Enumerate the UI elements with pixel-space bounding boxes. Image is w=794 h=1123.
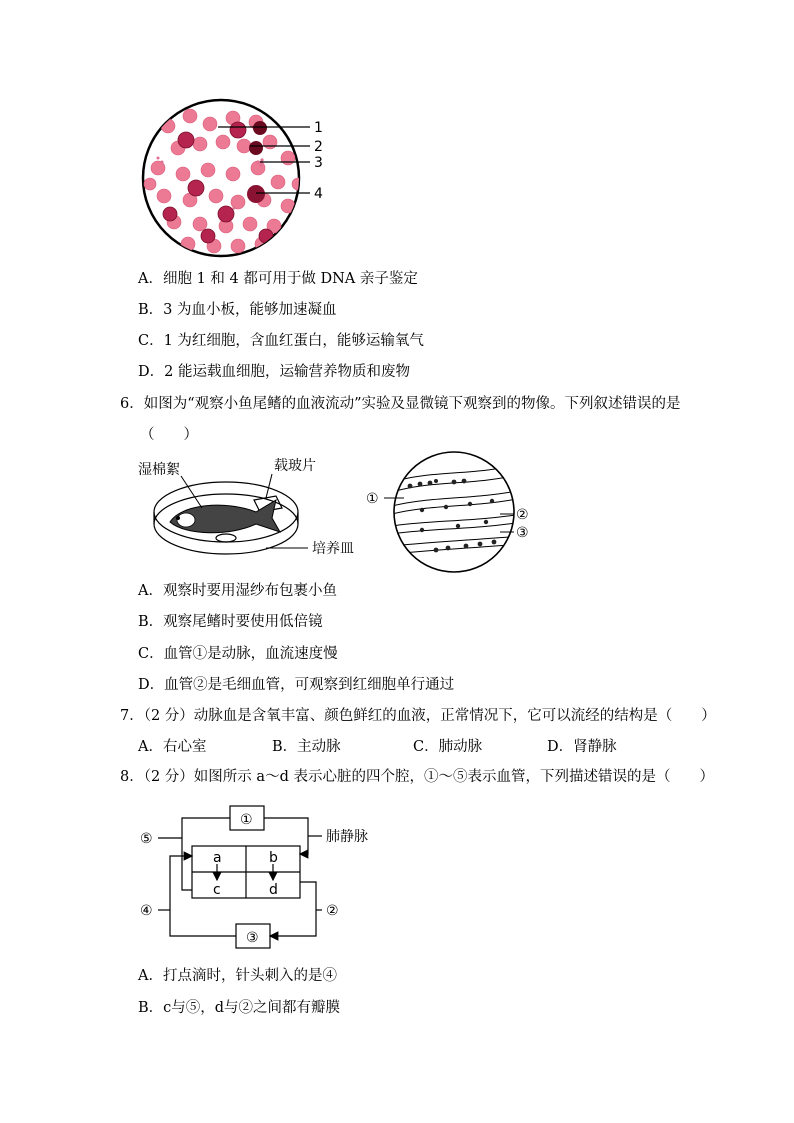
q5-option-b: B．3 为血小板，能够加速凝血 [138,302,337,318]
chamber-a: a [213,850,222,866]
q7-option-d: D．肾静脉 [547,739,617,755]
q7-options [138,737,617,757]
diagram-vessel-1: ① [240,812,253,828]
blood-smear-figure [138,96,338,261]
slide-label: 载玻片 [274,458,316,474]
q7-option-b: B．主动脉 [272,739,341,755]
q8-option-b: B．c与⑤，d与②之间都有瓣膜 [138,1000,341,1016]
q5-option-c: C．1 为红细胞，含血红蛋白，能够运输氧气 [138,333,424,349]
diagram-vessel-2: ② [326,903,339,919]
q6-answer-blank: （ ） [140,427,198,443]
q6-stem: 6．如图为“观察小鱼尾鳍的血液流动”实验及显微镜下观察到的物像。下列叙述错误的是 [120,396,681,412]
q6-option-c: C．血管①是动脉，血流速度慢 [138,646,338,662]
smear-label-2: 2 [314,139,323,155]
smear-label-1: 1 [314,120,323,136]
chamber-d: d [269,882,278,898]
diagram-vessel-3: ③ [246,930,259,946]
q6-option-a: A．观察时要用湿纱布包裹小鱼 [138,583,337,599]
smear-label-3: 3 [314,155,323,171]
q7-option-c: C．肺动脉 [413,739,483,755]
q6-option-d: D．血管②是毛细血管，可观察到红细胞单行通过 [138,677,455,693]
chamber-c: c [213,882,221,898]
q8-stem: 8．（2 分）如图所示 a～d 表示心脏的四个腔，①～⑤表示血管，下列描述错误的是（ ） [120,769,714,785]
fish-petri-dish-figure [136,452,366,564]
microscope-view-figure [362,450,542,576]
smear-label-4: 4 [314,186,323,202]
vessel-label-3: ③ [516,525,529,541]
chamber-b: b [269,850,278,866]
q7-stem: 7．（2 分）动脉血是含氧丰富、颜色鲜红的血液，正常情况下，它可以流经的结构是（ ） [120,708,716,724]
q5-option-a: A．细胞 1 和 4 都可用于做 DNA 亲子鉴定 [138,271,418,287]
heart-circulation-diagram [136,798,386,954]
diagram-vessel-4: ④ [140,903,153,919]
q8-option-a: A．打点滴时，针头刺入的是④ [138,968,337,984]
vessel-label-1: ① [366,491,379,507]
cotton-label: 湿棉絮 [138,462,180,478]
q7-option-a: A．右心室 [138,739,207,755]
q6-option-b: B．观察尾鳍时要使用低倍镜 [138,614,323,630]
q5-option-d: D．2 能运载血细胞，运输营养物质和废物 [138,364,410,380]
vessel-label-2: ② [516,507,529,523]
diagram-vessel-5: ⑤ [140,831,153,847]
dish-label: 培养皿 [312,541,354,557]
pulmonary-vein-label: 肺静脉 [326,829,368,845]
